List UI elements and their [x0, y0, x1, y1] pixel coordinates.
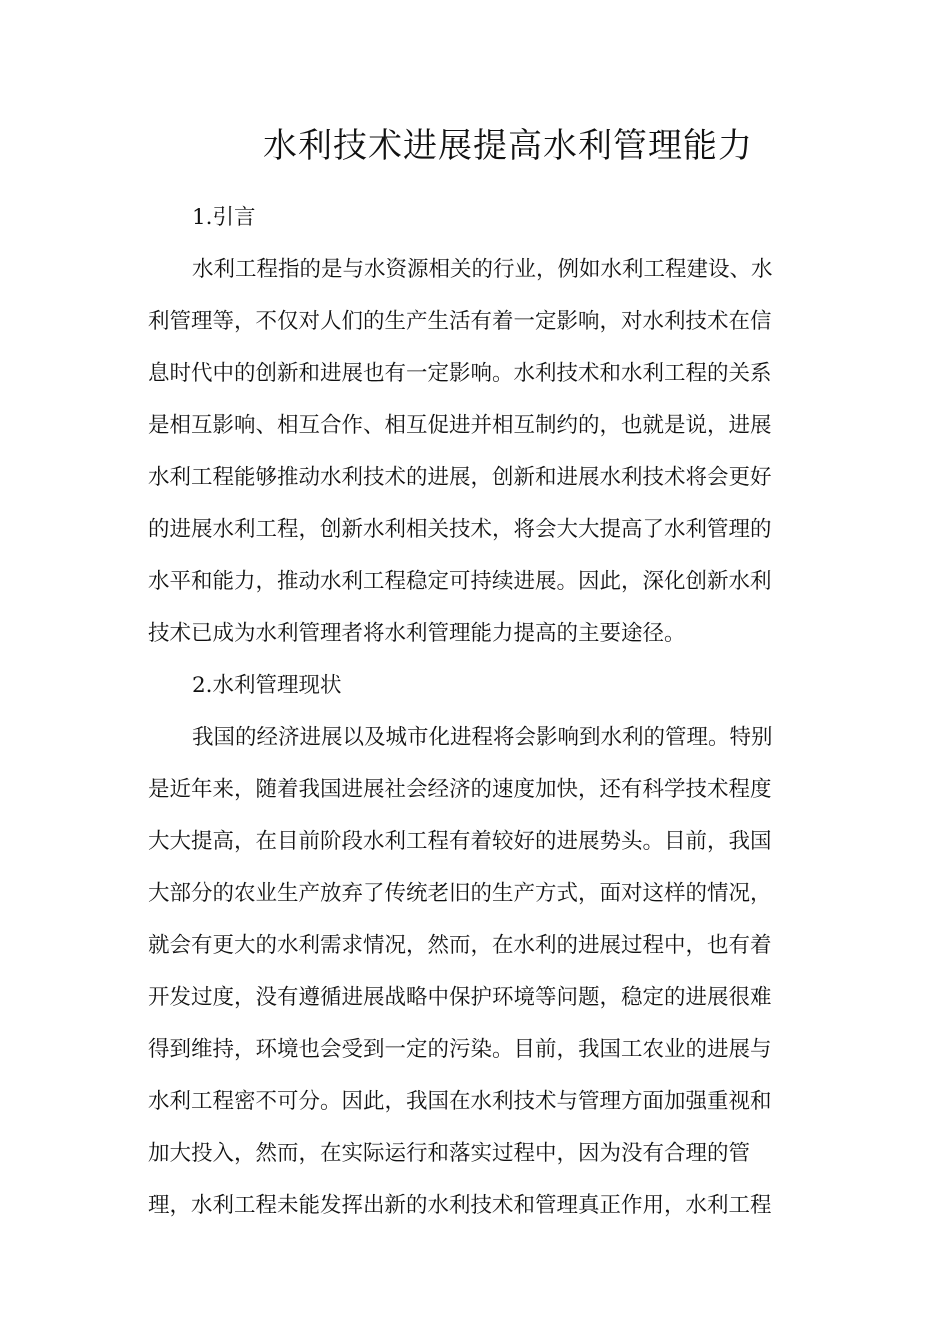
paragraph-line: 水利工程能够推动水利技术的进展，创新和进展水利技术将会更好	[148, 465, 772, 490]
paragraph-line: 理，水利工程未能发挥出新的水利技术和管理真正作用，水利工程	[148, 1193, 772, 1218]
document-title: 水利技术进展提高水利管理能力	[263, 126, 753, 166]
paragraph-line: 大部分的农业生产放弃了传统老旧的生产方式，面对这样的情况，	[148, 881, 772, 906]
paragraph-line: 水利工程密不可分。因此，我国在水利技术与管理方面加强重视和	[148, 1089, 772, 1114]
paragraph-line: 是近年来，随着我国进展社会经济的速度加快，还有科学技术程度	[148, 777, 772, 802]
paragraph-line: 得到维持，环境也会受到一定的污染。目前，我国工农业的进展与	[148, 1037, 772, 1062]
paragraph-line: 的进展水利工程，创新水利相关技术，将会大大提高了水利管理的	[148, 517, 772, 542]
section-heading-status: 2.水利管理现状	[192, 673, 342, 698]
paragraph-line: 开发过度，没有遵循进展战略中保护环境等问题，稳定的进展很难	[148, 985, 772, 1010]
paragraph-line: 水平和能力，推动水利工程稳定可持续进展。因此，深化创新水利	[148, 569, 772, 594]
paragraph-line: 利管理等，不仅对人们的生产生活有着一定影响，对水利技术在信	[148, 309, 772, 334]
paragraph-line: 水利工程指的是与水资源相关的行业，例如水利工程建设、水	[192, 257, 773, 282]
paragraph-line: 加大投入，然而，在实际运行和落实过程中，因为没有合理的管	[148, 1141, 751, 1166]
document-body	[148, 192, 798, 1232]
section-heading-introduction: 1.引言	[192, 205, 256, 230]
paragraph-line: 我国的经济进展以及城市化进程将会影响到水利的管理。特别	[192, 725, 773, 750]
paragraph-line: 技术已成为水利管理者将水利管理能力提高的主要途径。	[148, 621, 686, 646]
paragraph-line: 是相互影响、相互合作、相互促进并相互制约的，也就是说，进展	[148, 413, 772, 438]
paragraph-line: 大大提高，在目前阶段水利工程有着较好的进展势头。目前，我国	[148, 829, 772, 854]
paragraph-line: 就会有更大的水利需求情况，然而，在水利的进展过程中，也有着	[148, 933, 772, 958]
paragraph-line: 息时代中的创新和进展也有一定影响。水利技术和水利工程的关系	[148, 361, 772, 386]
